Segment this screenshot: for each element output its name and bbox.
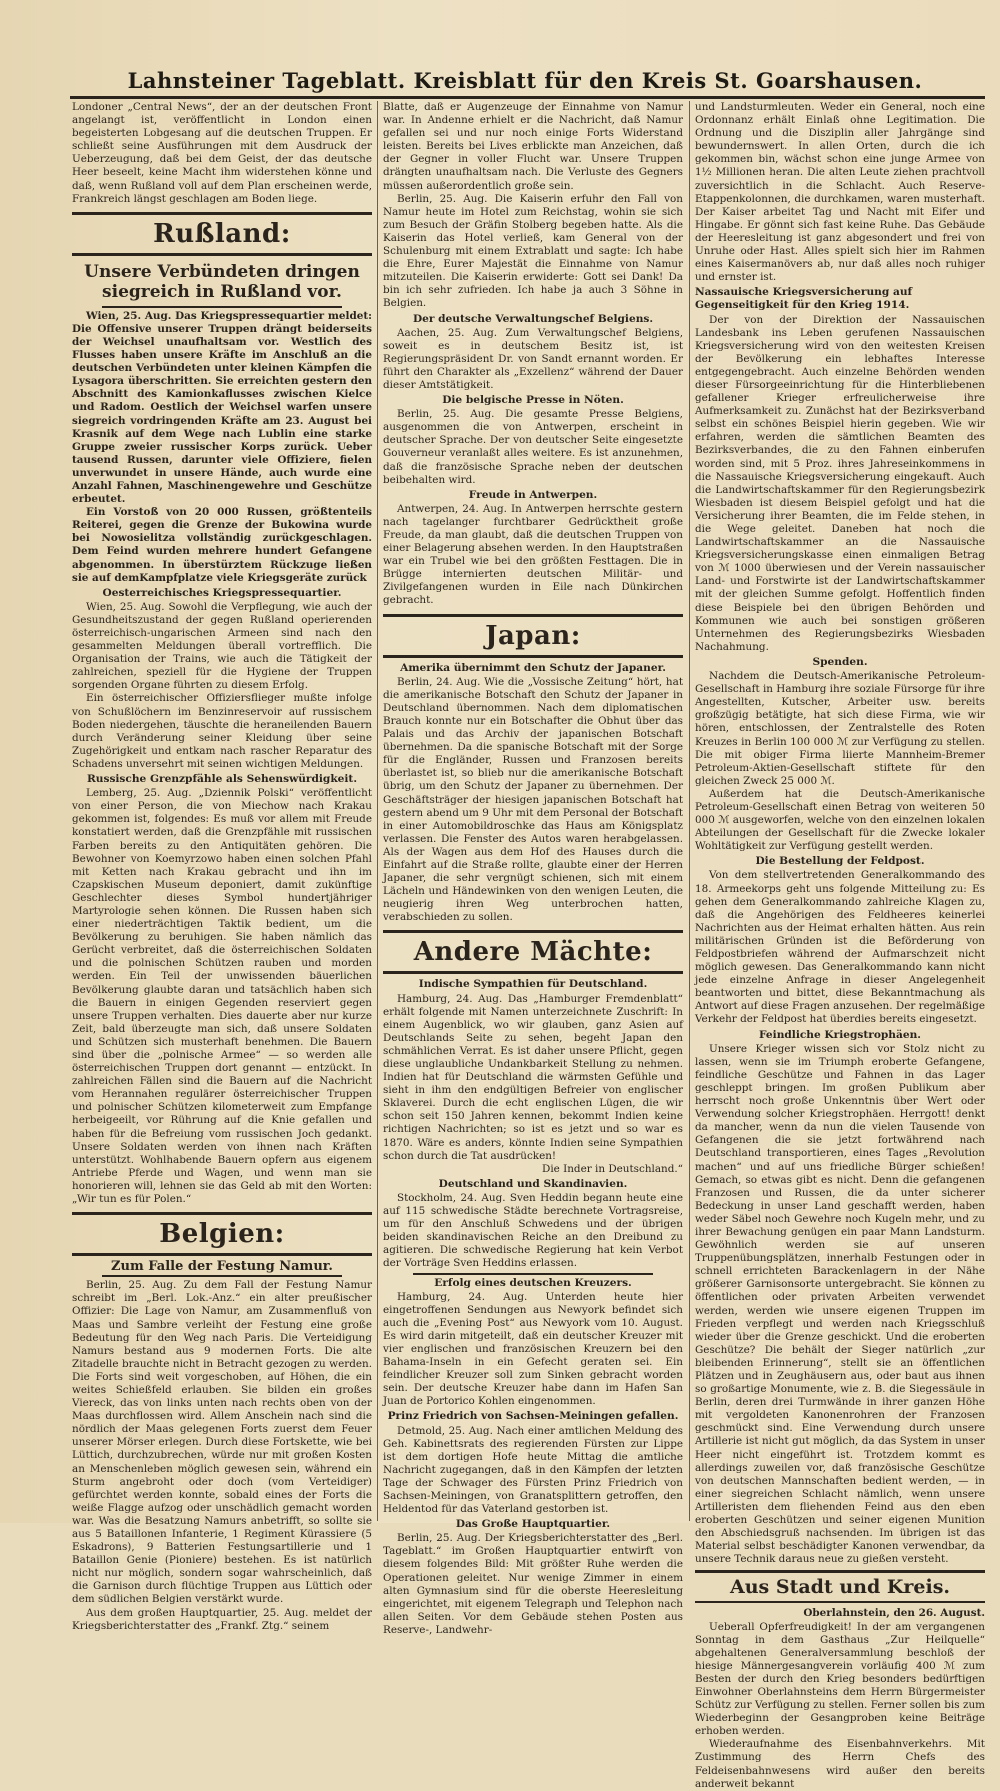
headline-feldpost: Die Bestellung der Feldpost. xyxy=(755,855,925,868)
article-spenden: Nachdem die Deutsch-Amerikanische Petroleum-Gesellschaft in Hamburg ihre soziale Fürsorge für ihre Angestellten, Kutscher, Arbeiter usw. bereits großzügig betätigte, hat sich diese Firma, wie wir hören, entschlossen, der Zentralstelle des Roten Kreuzes in Berlin 100 000 ℳ zur Verfügung zu stellen. Die mit obiger Firma liierte Mannheim-Bremer Petroleum-Aktien-Gesellschaft stiftete für den gleichen Zweck 25 000 ℳ. xyxy=(695,670,985,787)
section-title-russland: Rußland: xyxy=(72,212,372,256)
article-grenzpfaehle: Lemberg, 25. Aug. „Dziennik Polski“ veröffentlicht von einer Person, die von Miechow nach Krakau gekommen ist, folgendes: Es muß vor allem mit Freude konstatiert werden, daß die Grenzpfähle mit russischen Farben bereits zu den Antiquitäten gehören. Die Bewohner von Koemyrzowo haben einen solchen Pfahl mit Ketten nach Krakau gebracht und ihn im Czapskischen Museum deponiert, damit zukünftige Geschlechter dieses Symbol hundertjähriger Martyrologie sehen können. Die Russen haben sich einer niederträchtigen Taktik bedient, um die Bevölkerung zu beruhigen. Sie haben nämlich das Gerücht verbreitet, daß die österreichischen Soldaten und die polnischen Schützen rauben und morden werden. Ein Teil der unwissenden bäuerlichen Bevölkerung glaubte daran und tatsächlich haben sich die Bauern in einigen Gegenden reserviert gegen unsere Truppen verhalten. Dies dauerte aber nur kurze Zeit, bald überzeugte man sich, daß unsere Soldaten und Schützen sich musterhaft benehmen. Die Bauern sind über die „polnische Armee“ — so werden alle österreichischen Truppen dort genannt — entzückt. In zahlreichen Fällen sind die Bauern auf die Nachricht vom Herannahen regulärer österreichischer Truppen und polnischer Schützen kilometerweit zum Empfange herbeigeeilt, vor Rührung auf die Knie gefallen und haben für die Befreiung vom russischen Joch gedankt. Unsere Soldaten werden von ihnen nach Kräften unterstützt. Wohlhabende Bauern opfern aus eigenem Antriebe Pferde und Wagen, und wenn man sie honorieren will, lehnen sie das Geld ab mit den Worten: „Wir tun es für Polen.“ xyxy=(72,787,372,1206)
headline-grenzpfaehle: Russische Grenzpfähle als Sehenswürdigkeit. xyxy=(86,773,358,786)
article-kaiserin: Berlin, 25. Aug. Die Kaiserin erfuhr den Fall von Namur heute im Hotel zum Reichstag, wohin sie sich zum Besuch der Gräfin Stolberg begeben hatte. Als die Kaiserin das Hotel verließ, kam General von der Schulenburg mit einem Extrablatt und sagte: Ich habe die Ehre, Eurer Majestät die Einnahme von Namur mitzuteilen. Die Kaiserin erwiderte: Gott sei Dank! Da bin ich sehr zufrieden. Ich habe ja auch 3 Söhne in Belgien. xyxy=(383,192,683,310)
column-2 xyxy=(383,101,683,1636)
section-title-japan: Japan: xyxy=(383,614,683,658)
headline-namur: Zum Falle der Festung Namur. xyxy=(111,1259,333,1275)
rule xyxy=(413,1273,653,1275)
article-nassau: Der von der Direktion der Nassauischen Landesbank ins Leben gerufenen Nassauischen Kriegsversicherung wird von den weitesten Kreisen der Bevölkerung ein lebhaftes Interesse entgegengebracht. Auch einzelne Behörden wenden dieser Fürsorgeeinrichtung für die Hinterbliebenen gefallener Krieger erfreulicherweise ihre Aufmerksamkeit zu. Zunächst hat der Bezirksverband selbst ein schönes Beispiel hierin gegeben. Wie wir erfahren, werden die sämtlichen Beamten des Bezirksverbandes, die zu den Fahnen einberufen worden sind, mit 5 Proz. ihres Jahreseinkommens in die Nassauische Kriegsversicherung eingekauft. Auch die Landwirtschaftskammer für den Regierungsbezirk Wiesbaden ist diesem Beispiel gefolgt und hat die Versicherung ihrer Beamten, die im Felde stehen, in die Wege geleitet. Daneben hat noch die Landwirtschaftskammer an die Nassauische Kriegsversicherungskasse einen einmaligen Betrag von ℳ 1000 überwiesen und der Verein nassauischer Land- und Forstwirte ist der Landwirtschaftskammer mit der gleichen Summe gefolgt. Hoffentlich finden diese Beispiele bei den übrigen Behörden und Kommunen wie auch bei sonstigen größeren Unternehmen des Regierungsbezirks Wiesbaden Nachahmung. xyxy=(695,313,985,653)
headline-prinz: Prinz Friedrich von Sachsen-Meiningen gefallen. xyxy=(387,1410,679,1423)
article-kreuzer: Hamburg, 24. Aug. Unterden heute hier eingetroffenen Sendungen aus Newyork befindet sich auch die „Evening Post“ aus Newyork vom 10. August. Es wird darin mitgeteilt, daß ein deutscher Kreuzer mit vier englischen und französischen Kreuzern bei den Bahama-Inseln in ein Gefecht geraten sei. Ein feindlicher Kreuzer soll zum Sinken gebracht worden sein. Der deutsche Kreuzer habe dann im Hafen San Juan de Portorico Kohlen eingenommen. xyxy=(383,1290,683,1408)
section-title-stadt-kreis: Aus Stadt und Kreis. xyxy=(695,1570,985,1603)
article-presse: Berlin, 25. Aug. Die gesamte Presse Belgiens, ausgenommen die von Antwerpen, erscheint in deutscher Sprache. Der von deutscher Seite eingesetzte Gouverneur veranlaßt alles weitere. Es ist anzunehmen, daß die französische Sprache neben der deutschen beibehalten wird. xyxy=(383,408,683,486)
article-antwerpen: Antwerpen, 24. Aug. In Antwerpen herrschte gestern nach tagelanger furchtbarer Gedrücktheit große Freude, da man glaubt, daß die deutschen Truppen von einer Belagerung absehen werden. In den Hauptstraßen war ein Trubel wie bei den größten Festtagen. Die in Brügge internierten deutschen Militär- und Zivilgefangenen wurden in Eile nach Dünkirchen gebracht. xyxy=(383,502,683,607)
article-skandinavien: Stockholm, 24. Aug. Sven Heddin begann heute eine auf 115 schwedische Städte berechnete Vortragsreise, um für den Anschluß Schwedens und der übrigen beiden skandinavischen Reiche an den Dreibund zu agitieren. Die schwedische Regierung hat kein Verbot der Vorträge Sven Heddins erlassen. xyxy=(383,1191,683,1270)
article-flieger: Ein österreichischer Offiziersflieger mußte infolge von Schußlöchern im Benzinreservoir auf russischem Boden niedergehen, täuschte die heraneilenden Bauern durch Veränderung seiner Kleidung über seine Zugehörigkeit und entkam nach rascher Reparatur des Schadens unversehrt mit seinen wichtigen Meldungen. xyxy=(72,692,372,770)
article-verwaltung: Aachen, 25. Aug. Zum Verwaltungschef Belgiens, soweit es in deutschem Besitz ist, ist Regierungspräsident Dr. von Sandt ernannt worden. Er führt den Charakter als „Exzellenz“ während der Dauer dieser Amtstätigkeit. xyxy=(383,326,683,391)
article-opferfreudigkeit: Ueberall Opferfreudigkeit! In der am vergangenen Sonntag in dem Gasthaus „Zur Heilquelle“ abgehaltenen Generalversammlung beschloß der hiesige Männergesangverein vorläufig 400 ℳ zum Besten der durch den Krieg besonders bedürftigen Einwohner Oberlahnsteins dem Herrn Bürgermeister Schütz zur Verfügung zu stellen. Ferner sollen bis zum Wiederbeginn der Gesangproben keine Beiträge erhoben werden. xyxy=(695,1620,985,1738)
masthead-rule xyxy=(70,96,985,99)
masthead: Lahnsteiner Tageblatt. Kreisblatt für den Kreis St. Goarshausen. xyxy=(127,68,923,93)
headline-amerika: Amerika übernimmt den Schutz der Japaner. xyxy=(400,661,666,674)
headline-kreuzer: Erfolg eines deutschen Kreuzers. xyxy=(434,1276,632,1289)
article-indien: Hamburg, 24. Aug. Das „Hamburger Fremdenblatt“ erhält folgende mit Namen unterzeichnete Zuschrift: In einem Augenblick, wo wir glauben, ganz Asien auf Deutschlands Seite zu sehen, begeht Japan den schmählichen Verrat. Es ist daher unsere Pflicht, gegen diese unglaubliche Undankbarkeit Stellung zu nehmen. Indien hat für Deutschland die wärmsten Gefühle und sieht in ihm den endgültigen Befreier von englischer Sklaverei. Durch die echt englischen Lügen, die wir schon seit 150 Jahren kennen, bekommt Indien keine richtigen Nachrichten; so ist es jetzt und so war es 1870. Wäre es anders, könnte Indien seine Sympathien schon durch die Tat ausdrücken! xyxy=(383,992,683,1162)
article-hq-cont: und Landsturmleuten. Weder ein General, noch eine Ordonnanz erhält Einlaß ohne Legitimation. Die Ordnung und die Disziplin aller Jahrgänge sind bewundernswert. In allen Orten, durch die ich gekommen bin, wächst schon eine junge Armee von 1½ Millionen heran. Die alten Leute ziehen prachtvoll zuversichtlich in die Schlacht. Auch Reserve-Etappenkolonnen, die durchkamen, waren musterhaft. Der Kaiser arbeitet Tag und Nacht mit Eifer und Hingabe. Er gönnt sich fast keine Ruhe. Das Gebäude der Heeresleitung ist ganz abgesondert und frei von Unruhe oder Hast. Alles spielt sich hier im Rahmen eines Kaisermanövers ab, nur daß alles noch ruhiger und ernster ist. xyxy=(695,101,985,284)
article-hauptquartier: Aus dem großen Hauptquartier, 25. Aug. meldet der Kriegsberichterstatter des „Frankf. Ztg.“ seinem xyxy=(72,1606,372,1632)
article-namur: Berlin, 25. Aug. Zu dem Fall der Festung Namur schreibt im „Berl. Lok.-Anz.“ ein alter preußischer Offizier: Die Lage von Namur, am Zusammenfluß von Maas und Sambre verleiht der Festung eine große Bedeutung für den Weg nach Paris. Die Verteidigung Namurs bestand aus 9 modernen Forts. Die alte Zitadelle brauchte nicht in Betracht gezogen zu werden. Die Forts sind weit vorgeschoben, auf Höhen, die ein weites Schießfeld erlauben. Sie bilden ein großes Viereck, das von links unten nach rechts oben von der Maas durchflossen wird. Allem Anschein nach sind die nördlich der Maas gelegenen Forts zuerst dem Feuer unserer Mörser erlegen. Durch diese Fortskette, wie bei Lüttich, durchzubrechen, würde nur mit großen Kosten an Menschenleben möglich gewesen sein, während ein Sturm angebroht oder doch (vom Verteidiger) gefürchtet werden konnte, sobald eines der Forts die weiße Flagge aufzog oder unschädlich gemacht worden war. Was die Besatzung Namurs anbetrifft, so sollte sie aus 5 Bataillonen Infanterie, 1 Regiment Kürassiere (5 Eskadrons), 9 Batterien Festungsartillerie und 1 Bataillon Genie (Pioniere) bestehen. Es ist natürlich nicht nur möglich, sondern sogar wahrscheinlich, daß die Garnison durch flüchtige Truppen aus Lüttich oder dem südlichen Belgien verstärkt wurde. xyxy=(72,1279,372,1606)
column-divider xyxy=(689,101,690,1521)
article-eisenbahn: Wiederaufnahme des Eisenbahnverkehrs. Mit Zustimmung des Herrn Chefs des Feldeisenbahnwesens wird außer den bereits anderweit bekannt xyxy=(695,1738,985,1790)
article-vorstoss: Ein Vorstoß von 20 000 Russen, größtenteils Reiterei, gegen die Grenze der Bukowina wurde bei Nowosielitza vollständig zurückgeschlagen. Dem Feind wurden mehrere hundert Gefangene abgenommen. In überstürztem Rückzuge ließen sie auf demKampfplatze viele Kriegsgeräte zurück xyxy=(72,506,372,584)
article-prinz: Detmold, 25. Aug. Nach einer amtlichen Meldung des Geh. Kabinettsrats des regierenden Fürsten zur Lippe ist dem dortigen Hofe heute Mittag die amtliche Nachricht zugegangen, daß in den Kämpfen der letzten Tage der Schwager des Fürsten Prinz Friedrich von Sachsen-Meiningen, von Granatsplittern getroffen, den Heldentod für das Vaterland gestorben ist. xyxy=(383,1424,683,1516)
column-1 xyxy=(72,101,372,1632)
rule xyxy=(102,306,342,308)
section-title-belgien: Belgien: xyxy=(72,1212,372,1256)
article-namur-cont: Blatte, daß er Augenzeuge der Einnahme von Namur war. In Andenne erhielt er die Nachricht, daß Namur gefallen sei und nur noch einige Forts Widerstand leisten. Bereits bei Lives erblickte man Anzeichen, daß der Gegner in voller Flucht war. Unsere Truppen drängten unaufhaltsam nach. Die Verluste des Gegners müssen außerordentlich große sein. xyxy=(383,101,683,192)
headline-skandinavien: Deutschland und Skandinavien. xyxy=(438,1177,628,1190)
headline-verbuendete: Unsere Verbündeten dringen siegreich in Rußland vor. xyxy=(84,261,360,302)
article-amerika: Berlin, 24. Aug. Wie die „Vossische Zeitung“ hört, hat die amerikanische Botschaft den Schutz der Japaner in Deutschland übernommen. Nach dem diplomatischen Brauch konnte nur ein Botschafter die Obhut über das Palais und das Archiv der japanischen Botschaft übernehmen. Da die spanische Botschaft mit der Sorge für die Engländer, Russen und Franzosen bereits überlastet ist, so blieb nur die amerikanische Botschaft übrig, um den Schutz der Japaner zu übernehmen. Der Geschäftsträger der hiesigen japanischen Botschaft hat gestern abend um 9 Uhr mit dem Personal der Botschaft in einer Automobildroschke das Haus am Königsplatz verlassen. Die Fenster des Autos waren herabgelassen. Als der Wagen aus dem Hof des Hauses durch die Einfahrt auf die Straße rollte, glaubte einer der Herren Japaner, die sehr vergnügt schienen, sich mit einem Lächeln und Händewinken von den wenigen Leuten, die neugierig ihren Weg unterbrochen hatten, verabschieden zu sollen. xyxy=(383,675,683,924)
headline-presse: Die belgische Presse in Nöten. xyxy=(442,394,624,407)
column-divider xyxy=(377,101,378,1521)
london-article: Londoner „Central News“, der an der deutschen Front angelangt ist, veröffentlicht in London einen begeisterten Lobgesang auf die deutschen Truppen. Er schließt seine Ausführungen mit dem Ausdruck der Ueberzeugung, daß bei dem Geist, der das deutsche Heer beseelt, keine Macht ihm widerstehen könne und daß, wenn Rußland voll auf dem Plan erscheinen werde, Frankreich längst geschlagen am Boden liege. xyxy=(72,101,372,205)
article-wien: Wien, 25. Aug. Das Kriegspressequartier meldet: Die Offensive unserer Truppen drängt beiderseits der Weichsel unaufhaltsam vor. Westlich des Flusses haben unsere Kräfte im Anschluß an die deutschen Verbündeten unter kleinen Kämpfen die Lysagora überschritten. Sie erreichten gestern den Abschnitt des Kamionkaflusses zwischen Kielce und Radom. Oestlich der Weichsel warfen unsere siegreich vordringenden Kräfte am 23. August bei Krasnik auf dem Wege nach Lublin eine starke Gruppe zweier russischer Korps zurück. Ueber tausend Russen, darunter viele Offiziere, fielen unverwundet in unsere Hände, auch wurde eine Anzahl Fahnen, Maschinengewehre und Geschütze erbeutet. xyxy=(72,309,372,506)
headline-oesterreich: Oesterreichisches Kriegspressequartier. xyxy=(102,586,342,599)
rule xyxy=(102,1275,342,1277)
dateline-oberlahnstein: Oberlahnstein, den 26. August. xyxy=(803,1607,985,1620)
headline-indien: Indische Sympathien für Deutschland. xyxy=(418,978,648,991)
article-feldpost: Von dem stellvertretenden Generalkommando des 18. Armeekorps geht uns folgende Mitteilung zu: Es gehen dem Generalkommando zahlreiche Klagen zu, daß die Angehörigen des Feldheeres keinerlei Nachrichten aus der Heimat erhalten hätten. Aus rein militärischen Gründen ist die Beförderung von Feldpostbriefen während der Aufmarschzeit nicht möglich gewesen. Das Generalkommando kann nicht jede einzelne Anfrage in dieser Angelegenheit beantworten und bittet, diese Bekanntmachung als Antwort auf diese Fragen anzusehen. Der regelmäßige Verkehr der Feldpost hat überdies bereits eingesetzt. xyxy=(695,869,985,1026)
column-3 xyxy=(695,101,985,1790)
article-spenden-2: Außerdem hat die Deutsch-Amerikanische Petroleum-Gesellschaft einen Betrag von weiteren 50 000 ℳ ausgeworfen, welche von den einzelnen lokalen Abteilungen der Gesellschaft für die Zwecke lokaler Wohltätigkeit zur Verfügung gestellt werden. xyxy=(695,787,985,853)
headline-antwerpen: Freude in Antwerpen. xyxy=(468,488,598,501)
headline-hauptquartier: Das Große Hauptquartier. xyxy=(455,1518,611,1531)
headline-nassau: Nassauische Kriegsversicherung auf Gegenseitigkeit für den Krieg 1914. xyxy=(695,286,913,312)
section-title-andere: Andere Mächte: xyxy=(383,930,683,974)
article-hauptquartier-bild: Berlin, 25. Aug. Der Kriegsberichterstatter des „Berl. Tageblatt.“ im Großen Hauptquartier entwirft von diesem folgendes Bild: Mit größter Ruhe werden die Operationen geleitet. Nur wenige Zimmer in einem alten Gymnasium sind für die oberste Heeresleitung eingerichtet, mit eigenem Telegraph und Telephon nach allen Seiten. Vor dem Gebäude stehen Posten aus Reserve-, Landwehr- xyxy=(383,1532,683,1636)
article-trophaeen: Unsere Krieger wissen sich vor Stolz nicht zu lassen, wenn sie im Triumph eroberte Gefangene, feindliche Geschütze und Fahnen in das Lager geschleppt bringen. Im großen Publikum aber herrscht noch große Unkenntnis über Wert oder Verwendung solcher Kriegstrophäen. Herrgott! denkt da mancher, wenn da nun die vielen Tausende von Gefangenen die sie jetzt fortwährend nach Deutschland transportieren, eines Tages „Revolution machen“ und auf uns friedliche Bürger schießen! Gemach, so etwas gibt es nicht. Denn die gefangenen Franzosen und Russen, die da unter sicherer Bedeckung in unser Land geschafft werden, haben weder Säbel noch Gewehre noch Kugeln mehr, und zu ihrer Bewachung genügen ein paar Mann Landsturm. Gewöhnlich werden sie auf unseren Truppenübungsplätzen, innerhalb Festungen oder in schnell errichteten Barackenlagern in der Nähe größerer Garnisonsorte untergebracht. Sie können zu öffentlichen oder privaten Arbeiten verwendet werden, werden wie unsere eigenen Truppen im Frieden verpflegt und werden nach Kriegsschluß wieder über die Grenze geschickt. Und die eroberten Geschütze? Die behält der Sieger natürlich „zur bleibenden Erinnerung“, stellt sie an öffentlichen Plätzen und in Zeughäusern aus, oder baut aus ihnen so großartige Monumente, wie z. B. die Siegessäule in Berlin, deren drei Turmwände in ihrer ganzen Höhe mit vergoldeten Kanonenrohren der Franzosen geschmückt sind. Eine Verwendung durch unsere Artillerie ist nicht gut möglich, da das System in unser Heer nicht eingeführt ist. Trotzdem kommt es allerdings zuweilen vor, daß französische Geschütze von deutschen Mannschaften bedient werden, — in einer siegreichen Schlacht nämlich, wenn unsere Artilleristen dem fliehenden Feind aus den eben eroberten Geschützen und seiner eigenen Munition den Abschiedsgruß nachsenden. Im übrigen ist das Material selbst beschädigter Kanonen verwendbar, da unsere Technik daraus neue zu gießen versteht. xyxy=(695,1042,985,1566)
article-oesterreich: Wien, 25. Aug. Sowohl die Verpflegung, wie auch der Gesundheitszustand der gegen Rußland operierenden österreichisch-ungarischen Armeen sind nach den gesammelten Meldungen überall vortrefflich. Die Organisation der Trains, wie auch die Tätigkeit der zahlreichen, speziell für die Hygiene der Truppen sorgenden Organe führten zu diesem Erfolg. xyxy=(72,600,372,692)
headline-verwaltung: Der deutsche Verwaltungschef Belgiens. xyxy=(412,312,654,325)
signature-inder: Die Inder in Deutschland.“ xyxy=(542,1162,683,1175)
headline-trophaeen: Feindliche Kriegstrophäen. xyxy=(758,1028,921,1041)
headline-spenden: Spenden. xyxy=(812,655,868,668)
